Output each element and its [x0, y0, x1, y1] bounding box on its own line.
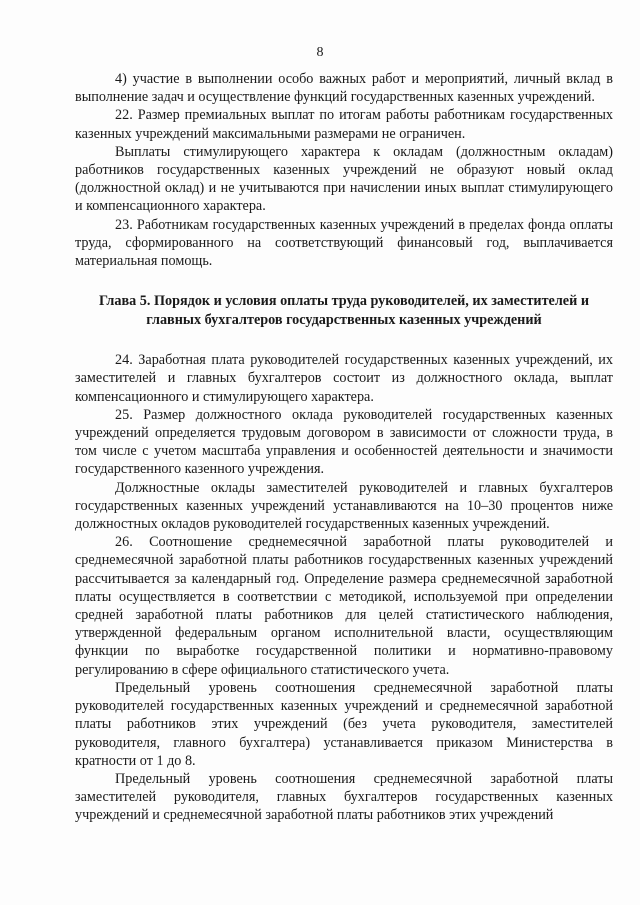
- paragraph-ratio-heads: Предельный уровень соотношения среднемесячной заработной платы руководителей государственных казенных учреждений и среднемесячной заработной платы работников этих учреждений (без учета руководителя, заместителей руководителя, главного бухгалтера) устанавливается приказом Министерства в кратности от 1 до 8.: [75, 679, 613, 769]
- paragraph-ratio-deputies: Предельный уровень соотношения среднемесячной заработной платы заместителей руководителя, главных бухгалтеров государственных казенных учреждений и среднемесячной заработной платы работников этих учреждений: [75, 770, 613, 824]
- paragraph-26: 26. Соотношение среднемесячной заработной платы руководителей и среднемесячной заработной платы работников государственных казенных учреждений рассчитывается за календарный год. Определение размера среднемесячной заработной платы осуществляется в соответствии с методикой, используемой при определении средней заработной платы работников для целей статистического наблюдения, утвержденной федеральным органом исполнительной власти, осуществляющим функции по выработке государственной политики и нормативно-правовому регулированию в сфере официального статистического учета.: [75, 534, 613, 678]
- paragraph-stimulating-payments: Выплаты стимулирующего характера к окладам (должностным окладам) работников государственных казенных учреждений не образуют новый оклад (должностной оклад) и не учитываются при начислении иных выплат стимулирующего и компенсационного характера.: [75, 143, 613, 215]
- chapter-5-heading: Глава 5. Порядок и условия оплаты труда руководителей, их заместителей и главных бухгалтеров государственных казенных учреждений: [98, 293, 590, 328]
- paragraph-25: 25. Размер должностного оклада руководителей государственных казенных учреждений определяется трудовым договором в зависимости от сложности труда, в том числе с учетом масштаба управления и особенностей деятельности и значимости государственного казенного учреждения.: [75, 406, 613, 478]
- paragraph-23: 23. Работникам государственных казенных учреждений в пределах фонда оплаты труда, сформированного на соответствующий финансовый год, выплачивается материальная помощь.: [75, 216, 613, 270]
- page-number: 8: [316, 45, 324, 60]
- paragraph-24: 24. Заработная плата руководителей государственных казенных учреждений, их заместителей и главных бухгалтеров состоит из должностного оклада, выплат компенсационного и стимулирующего характера.: [75, 352, 613, 405]
- paragraph-deputy-salaries: Должностные оклады заместителей руководителей и главных бухгалтеров государственных казенных учреждений устанавливаются на 10–30 процентов ниже должностных окладов руководителей государственных казенных учреждений.: [75, 479, 613, 533]
- paragraph-22: 22. Размер премиальных выплат по итогам работы работникам государственных казенных учреждений максимальными размерами не ограничен.: [75, 107, 613, 142]
- page-body: [75, 70, 613, 825]
- paragraph-item-4: 4) участие в выполнении особо важных работ и мероприятий, личный вклад в выполнение задач и осуществление функций государственных казенных учреждений.: [75, 71, 613, 106]
